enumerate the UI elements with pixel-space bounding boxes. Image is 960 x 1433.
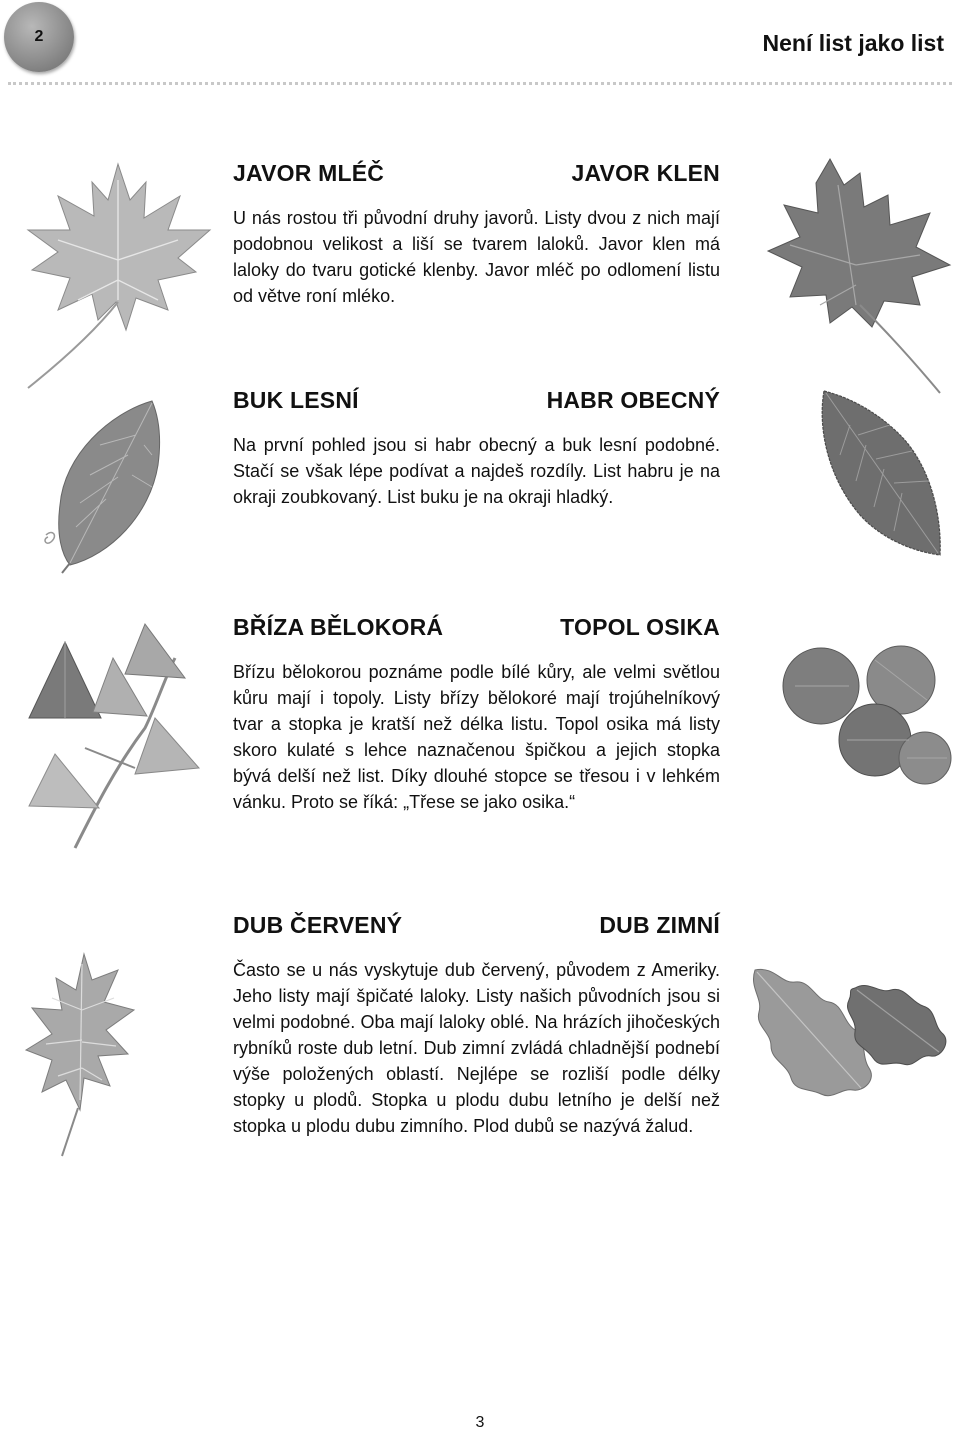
javor-klen-leaf-icon <box>760 155 960 395</box>
dub-cerveny-leaf-icon <box>22 950 142 1160</box>
section-javor <box>233 160 720 309</box>
briza-branch-icon <box>15 618 215 858</box>
javor-mlec-leaf-icon <box>18 160 218 390</box>
section-text: Na první pohled jsou si habr obecný a buk lesní podobné. Stačí se však lépe podívat a najdeš rozdíly. List habru je na okraji zoubkovaný. List buku je na okraji hladký. <box>233 435 720 507</box>
section-text: Často se u nás vyskytuje dub červený, původem z Ameriky. Jeho listy mají špičaté laloky. Listy našich původních jsou si velmi podobné. Oba mají laloky oblé. Na hrázích jihočeských rybníků roste dub letní. Dub zimní zvládá chladnější podnebí výše položených oblastí. Nejlépe se rozliší podle délky stopky u plodů. Stopka u plodu dubu letního je delší než stopka u plodu dubu zimního. Plod dubů se nazývá žalud. <box>233 960 720 1136</box>
dub-zimni-leaves-icon <box>745 960 955 1130</box>
header-divider <box>8 82 952 85</box>
habr-leaf-icon <box>800 385 950 560</box>
heading-javor-klen: JAVOR KLEN <box>571 160 720 186</box>
section-duby <box>233 912 720 1139</box>
section-heading-row <box>233 160 720 187</box>
section-buk-habr <box>233 387 720 510</box>
page-number-badge <box>4 2 74 72</box>
heading-javor-mlec: JAVOR MLÉČ <box>233 160 385 186</box>
heading-dub-zimni: DUB ZIMNÍ <box>599 912 720 938</box>
section-text: U nás rostou tři původní druhy javorů. Listy dvou z nich mají podobnou velikost a liší se tvarem laloků. Javor klen má laloky do tvaru gotické klenby. Javor mléč po odlomení listu od větve roní mléko. <box>233 208 720 306</box>
page-badge-number: 2 <box>34 28 44 45</box>
footer-page-number: 3 <box>475 1414 485 1431</box>
section-heading-row <box>233 912 720 939</box>
heading-topol-osika: TOPOL OSIKA <box>560 614 720 640</box>
section-briza-topol <box>233 614 720 815</box>
section-text: Břízu bělokorou poznáme podle bílé kůry, ale velmi světlou kůru mají i topoly. Listy břízy bělokoré mají trojúhelníkový tvar a stopka je kratší než délka listu. Topol osika má listy skoro kulaté s lehce naznačenou špičkou a jejich stopka bývá delší než list. Díky dlouhé stopce se třesou i v lehkém vánku. Proto se říká: „Třese se jako osika.“ <box>233 662 720 812</box>
heading-habr-obecny: HABR OBECNÝ <box>546 387 720 413</box>
buk-leaf-icon <box>40 395 170 575</box>
heading-briza-belokora: BŘÍZA BĚLOKORÁ <box>233 614 444 640</box>
section-heading-row <box>233 614 720 641</box>
heading-dub-cerveny: DUB ČERVENÝ <box>233 912 403 938</box>
heading-buk-lesni: BUK LESNÍ <box>233 387 359 413</box>
page-title: Není list jako list <box>762 30 944 56</box>
topol-osika-branch-icon <box>775 640 955 800</box>
section-heading-row <box>233 387 720 414</box>
